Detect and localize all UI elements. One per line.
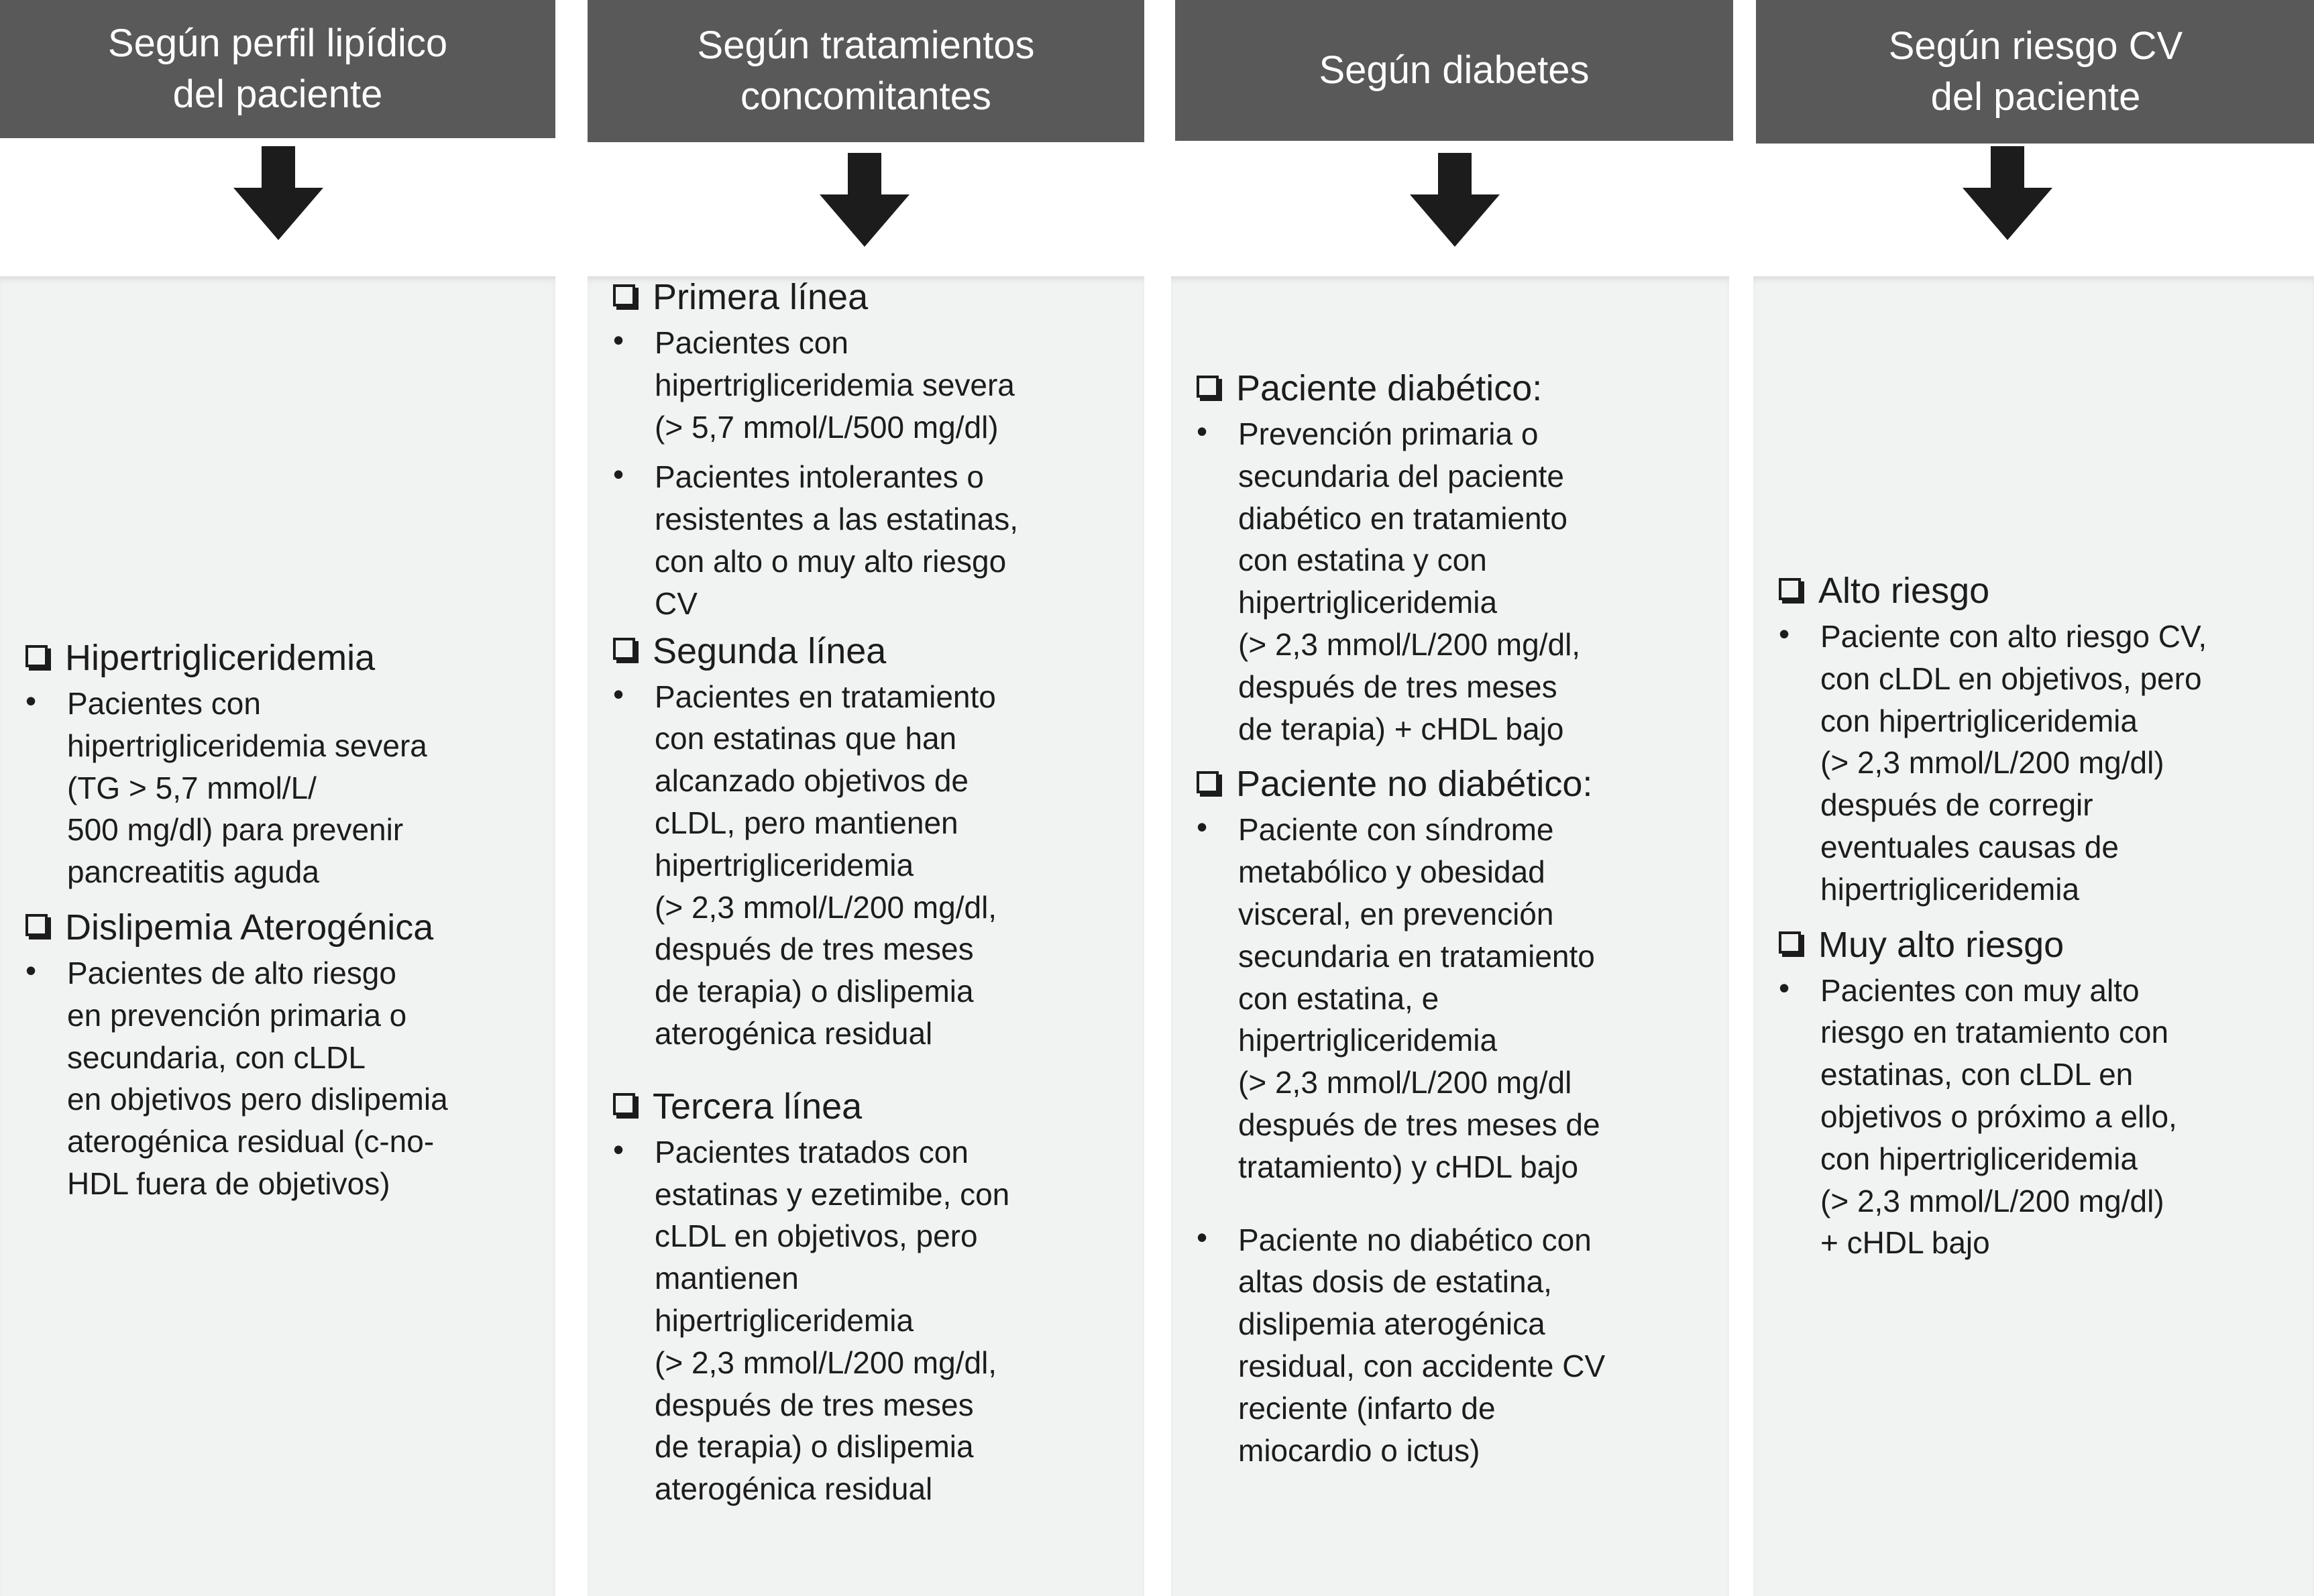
list-item: • Paciente con síndrome metabólico y obesidad visceral, en prevención secundaria en tratamiento con estatina, e hipertrigliceridemia (> 2,3 mmol/L/200 mg/dl después de tres meses de tratamiento) y cHDL bajo: [1194, 809, 1712, 1188]
bullet-list: [610, 322, 1127, 625]
column-header: [0, 0, 555, 138]
bullet-list: [1776, 970, 2297, 1265]
list-item: • Pacientes con muy alto riesgo en tratamiento con estatinas, con cLDL en objetivos o próximo a ello, con hipertrigliceridemia (> 2,3 mmol/L/200 mg/dl) + cHDL bajo: [1776, 970, 2297, 1265]
section-title: Segunda línea: [610, 630, 1127, 672]
section: [1776, 570, 2297, 911]
bullet-icon: •: [1779, 970, 1790, 1005]
section: [610, 1086, 1127, 1510]
bullet-icon: •: [613, 1131, 624, 1167]
bullet-icon: •: [25, 683, 37, 718]
column-diabetes: [1174, 0, 1730, 1596]
list-item: • Paciente no diabético con altas dosis de estatina, dislipemia aterogénica residual, con accidente CV reciente (infarto de miocardio o ictus): [1194, 1219, 1712, 1472]
section-title: Tercera línea: [610, 1086, 1127, 1127]
list-item: • Pacientes intolerantes o resistentes a las estatinas, con alto o muy alto riesgo CV: [610, 456, 1127, 624]
list-item: • Pacientes de alto riesgo en prevención primaria o secundaria, con cLDL en objetivos pero dislipemia aterogénica residual (c-no- HDL fuera de objetivos): [23, 952, 538, 1205]
bullet-icon: •: [1197, 809, 1208, 845]
column-cv-risk: [1753, 0, 2314, 1596]
list-item: • Prevención primaria o secundaria del paciente diabético en tratamiento con estatina y con hipertrigliceridemia (> 2,3 mmol/L/200 mg/dl, después de tres meses de terapia) + cHDL bajo: [1194, 413, 1712, 750]
bullet-list: [23, 683, 538, 893]
bullet-icon: •: [613, 457, 624, 492]
header-line: Según diabetes: [1319, 48, 1590, 92]
bullet-list: [610, 676, 1127, 1055]
header-line: Según tratamientos: [697, 23, 1035, 67]
column-header: [588, 0, 1144, 142]
bullet-list: [1776, 616, 2297, 911]
header-line: del paciente: [172, 72, 383, 116]
bullet-list: [1194, 413, 1712, 750]
section-title: Muy alto riesgo: [1776, 924, 2297, 966]
section: [610, 276, 1127, 625]
section-title: Hipertrigliceridemia: [23, 637, 538, 679]
header-line: concomitantes: [740, 74, 991, 118]
header-line: Según riesgo CV: [1888, 24, 2183, 68]
header-line: del paciente: [1930, 75, 2141, 119]
arrow-down-icon: [1410, 153, 1500, 247]
column-header: [1175, 0, 1733, 141]
arrow-down-icon: [1963, 146, 2052, 240]
checkbox-icon: [25, 914, 48, 936]
section-title: Dislipemia Aterogénica: [23, 907, 538, 948]
column-lipid-profile: [0, 0, 555, 1596]
checkbox-icon: [613, 1093, 635, 1115]
bullet-list: [1194, 809, 1712, 1471]
bullet-list: [610, 1131, 1127, 1510]
bullet-icon: •: [25, 952, 37, 988]
checkbox-icon: [613, 638, 635, 660]
list-item: • Pacientes en tratamiento con estatinas que han alcanzado objetivos de cLDL, pero mantienen hipertrigliceridemia (> 2,3 mmol/L/200 mg/dl, después de tres meses de terapia) o dislipemia aterogénica residual: [610, 676, 1127, 1055]
column-panel: [0, 276, 555, 1596]
column-panel: [1753, 276, 2314, 1596]
bullet-icon: •: [613, 676, 624, 711]
column-concomitant-treatments: [588, 0, 1144, 1596]
list-item: • Pacientes con hipertrigliceridemia severa (TG > 5,7 mmol/L/ 500 mg/dl) para prevenir pancreatitis aguda: [23, 683, 538, 893]
section: [23, 907, 538, 1205]
section-title: Alto riesgo: [1776, 570, 2297, 612]
section: [610, 630, 1127, 1055]
arrow-down-icon: [820, 153, 910, 247]
list-item: • Pacientes con hipertrigliceridemia severa (> 5,7 mmol/L/500 mg/dl): [610, 322, 1127, 448]
bullet-icon: •: [613, 323, 624, 357]
bullet-icon: •: [1197, 414, 1208, 449]
section-title: Paciente no diabético:: [1194, 763, 1712, 805]
column-header: [1756, 0, 2314, 144]
bullet-list: [23, 952, 538, 1205]
section: [1194, 367, 1712, 750]
section-title: Paciente diabético:: [1194, 367, 1712, 409]
section: [1194, 763, 1712, 1471]
list-item: • Paciente con alto riesgo CV, con cLDL en objetivos, pero con hipertrigliceridemia (> 2,3 mmol/L/200 mg/dl) después de corregir eventuales causas de hipertrigliceridemia: [1776, 616, 2297, 911]
column-panel: [588, 276, 1144, 1596]
column-panel: [1171, 276, 1729, 1596]
bullet-icon: •: [1779, 616, 1790, 651]
checkbox-icon: [613, 284, 635, 306]
checkbox-icon: [1197, 771, 1219, 793]
checkbox-icon: [1779, 578, 1801, 600]
list-item: • Pacientes tratados con estatinas y ezetimibe, con cLDL en objetivos, pero mantienen hipertrigliceridemia (> 2,3 mmol/L/200 mg/dl, después de tres meses de terapia) o dislipemia aterogénica residual: [610, 1131, 1127, 1510]
checkbox-icon: [1779, 931, 1801, 954]
bullet-icon: •: [1197, 1219, 1208, 1255]
section: [1776, 924, 2297, 1265]
header-line: Según perfil lipídico: [107, 21, 448, 65]
checkbox-icon: [1197, 376, 1219, 398]
checkbox-icon: [25, 645, 48, 667]
section: [23, 637, 538, 893]
section-title: Primera línea: [610, 276, 1127, 318]
arrow-down-icon: [233, 146, 323, 240]
